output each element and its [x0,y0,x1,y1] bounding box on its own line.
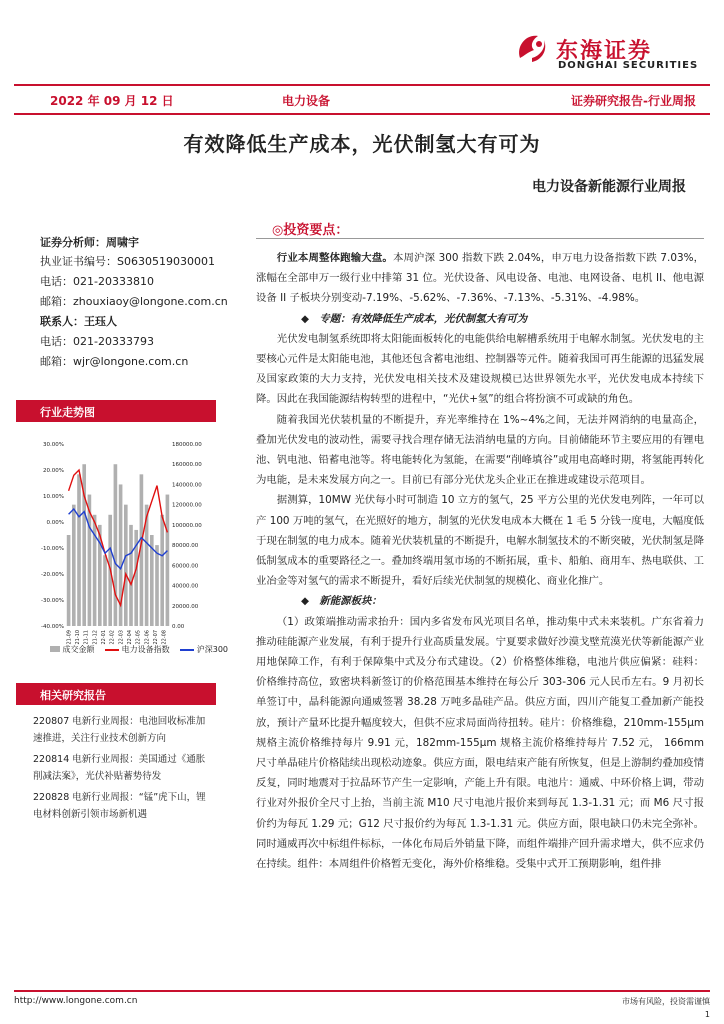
volume-bar [166,495,170,626]
left-axis-tick-label: -10.00% [41,546,64,552]
report-date: 2022 年 09 月 12 日 [50,94,174,108]
footer-risk-notice: 市场有风险，投资需谨慎 [622,997,710,1006]
x-axis-tick-label: 21-11 [83,630,90,645]
legend-hs300: 沪深300 [196,645,229,654]
x-axis-tick-label: 22-01 [101,630,107,645]
header-top-rule [14,84,710,86]
volume-bar [124,505,128,626]
volume-bar [77,474,81,626]
footer-rule [14,990,710,992]
topic-paragraph-1: 光伏发电制氢系统即将太阳能面板转化的电能供给电解槽系统用于电解水制氢。光伏发电的主要核心元件是太阳能电池，其他还包含蓄电池组、控制器等元件。随着我国可再生能源的迅猛发展及国家政策的大力支持，光伏发电相关技术及建设规模已达世界领先水平，光伏发电成本持续下降。因此在我国能源结构转型的进程中，“光伏+氢”的组合将扮演不可或缺的角色。 [256,332,704,406]
company-logo-icon [512,28,552,68]
right-axis-tick-label: 0.00 [172,624,185,630]
right-axis-tick-label: 120000.00 [172,502,202,509]
contact-line [40,313,117,329]
trend-chart-header: 行业走势图 [16,400,216,422]
contact-tel: 电话：021-20333793 [40,335,154,348]
legend-index: 电力设备指数 [121,645,170,654]
left-axis-tick-label: -20.00% [41,572,64,578]
legend-volume: 成交金额 [62,645,95,654]
related-reports-header: 相关研究报告 [16,683,216,705]
left-axis-tick-label: 20.00% [43,468,64,474]
related-report-item[interactable]: 220807 电新行业周报：电池回收标准加速推进，关注行业技术创新方向 [33,716,206,744]
report-type: 证券研究报告-行业周报 [571,94,696,108]
right-axis-tick-label: 80000.00 [172,543,199,550]
volume-bar [103,555,107,626]
left-axis-tick-label: 10.00% [43,494,64,500]
right-axis-tick-label: 20000.00 [172,603,199,610]
logo-english-name: DONGHAI SECURITIES [558,60,699,71]
volume-bar [129,525,133,626]
x-axis-tick-label: 22-02 [109,630,116,645]
right-axis-tick-label: 100000.00 [172,522,202,529]
left-axis-tick-label: -30.00% [41,598,64,604]
related-report-item[interactable]: 220814 电新行业周报：美国通过《通胀削减法案》，光伏补贴蓄势待发 [33,754,206,782]
summary-lead: 行业本周整体跑输大盘。 [276,252,393,264]
right-axis-tick-label: 160000.00 [172,462,202,469]
new-energy-paragraph: （1）政策端推动需求抬升：国内多省发布风光项目名单，推动集中式未来装机。广东省着力推动硅能源产业发展，有利于提升行业高质量发展。宁夏要求做好沙漠戈壁荒漠光伏等新能源产业用地保障工作，有利于保障集中式及分布式建设。（2）价格整体维稳，电池片供应偏紧：硅料：价格维持高位，致密块料新签订的价格范围基本维持在每公斤 303-306 元人民币左右。9 月初长单签订中，晶科能源向通威签署 38.28 万吨多晶硅产品。供应方面，四川产能复工叠加新产能投放，预计产量环比提升幅度较大，但供不应求局面尚待扭转。硅片：价格维稳，210mm-155μm 规格主流价格维持每片 9.91 元，182mm-155μm 规格主流价格维持每片 7.52 元， 166mm 尺寸单晶硅片价格陆续出现松动迹象。供应方面，限电结束产能有所恢复，但是上游制约叠加疫情反复，同时地震对于拉晶环节产生一定影响，产能上升有限。电池片：通威、中环价格上调，带动行业对外报价全尺寸上抬，当前主流 M10 尺寸电池片报价来到每瓦 1.3-1.31 元；而 M6 尺寸报价约为每瓦 1.29 元；G12 尺寸报价约为每瓦 1.3-1.31 元。供应方面，限电缺口仍未完全弥补。同时通威再次中标组件标标，一体化布局后外销量下降，而组件端排产回升需求增大，供不应求仍在持续。组件：本周组件价格暂无变化，海外价格维稳。受集中式开工预期影响，组件排 [256,615,704,871]
volume-bar [114,464,118,626]
x-axis-tick-label: 21-09 [66,630,73,645]
summary-text: 本周沪深 300 指数下跌 2.04%，申万电力设备指数下跌 7.03%，涨幅在全部申万一级行业中排第 31 位。光伏设备、风电设备、电池、电网设备、电机 II、他电源设备 II 子板块分别变动-7.19%、-5.62%、-7.36%、-7.13%、-5.31%、-4.98%。 [256,252,704,305]
x-axis-tick-label: 22-04 [127,630,133,645]
industry-trend-chart [30,436,210,666]
right-axis-tick-label: 140000.00 [172,482,202,489]
analyst-name: 周啸宇 [106,236,139,249]
topic-paragraph-3: 据测算，10MW 光伏每小时可制造 10 立方的氢气，25 平方公里的光伏发电列阵，一年可以产 100 万吨的氢气，在光照好的地方，制氢的光伏发电成本大概在 1 毛 5 分钱一度电，大幅度低于现在制氢的电力成本。随着光伏装机量的不断提升，电解水制氢技术的不断突破，光伏制氢是降低制氢成本的重要路径之一。叠加终端用氢市场的不断拓展，重卡、船舶、商用车、热电联供、工业冶金等对氢气的需求不断提升，看好后续光伏制氢的规模化、商业化推广。 [256,494,704,588]
page-number: 1 [704,1010,710,1019]
report-body [256,248,704,874]
chart-legend [50,644,228,655]
legend-swatch-hs300 [180,649,194,651]
analyst-label: 证券分析师： [40,236,106,249]
x-axis-tick-label: 22-05 [135,630,142,645]
right-axis-tick-label: 40000.00 [172,583,199,590]
right-axis-tick-label: 60000.00 [172,563,199,570]
topic-paragraph-2: 随着我国光伏装机量的不断提升，弃光率维持在 1%~4%之间，无法并网消纳的电量高企，叠加光伏发电的波动性，需要寻找合理存储无法消纳电量的方向。目前储能环节主要应用的有锂电池、钒电池、铅蓄电池等。将电能转化为氢能，在需要“削峰填谷”或用电高峰时期，将氢能再转化为电能，是未来发展方向之一。目前已有部分光伏龙头企业正在推进或建设示范项目。 [256,413,704,487]
volume-bar [67,535,71,626]
volume-bar [72,505,76,626]
analyst-tel: 电话：021-20333810 [40,275,154,288]
left-axis-tick-label: 30.00% [43,442,64,448]
x-axis-tick-label: 22-03 [118,630,125,645]
report-subtitle: 电力设备新能源行业周报 [532,179,686,195]
investment-highlights-title: ◎投资要点： [272,223,349,238]
right-axis-tick-label: 180000.00 [172,442,202,448]
contact-name: 王珏人 [84,315,117,328]
legend-swatch-index [105,649,119,651]
topic-heading: ◆ 专题：有效降低生产成本，光伏制氢大有可为 [301,312,528,325]
analyst-line [40,234,139,250]
contact-mail[interactable]: 邮箱：wjr@longone.com.cn [40,355,189,368]
header-bottom-rule [14,113,710,115]
left-axis-tick-label: -40.00% [41,624,64,630]
x-axis-tick-label: 22-08 [161,630,168,645]
new-energy-heading: ◆ 新能源板块： [301,595,382,608]
highlights-rule [256,238,704,239]
legend-swatch-volume [50,646,60,652]
left-axis-tick-label: 0.00% [46,520,64,526]
logo-chinese-name: 东海证券 [556,39,653,64]
volume-bar [93,515,97,626]
analyst-cert: 执业证书编号：S0630519030001 [40,255,215,268]
x-axis-tick-label: 22-07 [153,630,159,645]
analyst-mail[interactable]: 邮箱：zhouxiaoy@longone.com.cn [40,295,228,308]
volume-bar [155,545,159,626]
volume-bar [160,515,164,626]
related-report-item[interactable]: 220828 电新行业周报：“锰”虎下山，锂电材料创新引领市场新机遇 [33,792,206,820]
summary-paragraph [256,248,704,309]
contact-label: 联系人： [40,315,84,328]
footer-url[interactable]: http://www.longone.com.cn [14,996,138,1006]
report-title: 有效降低生产成本，光伏制氢大有可为 [183,132,541,156]
x-axis-tick-label: 21-10 [75,630,81,645]
report-sector: 电力设备 [282,94,331,108]
x-axis-tick-label: 22-06 [144,630,151,645]
x-axis-tick-label: 21-12 [92,630,99,645]
